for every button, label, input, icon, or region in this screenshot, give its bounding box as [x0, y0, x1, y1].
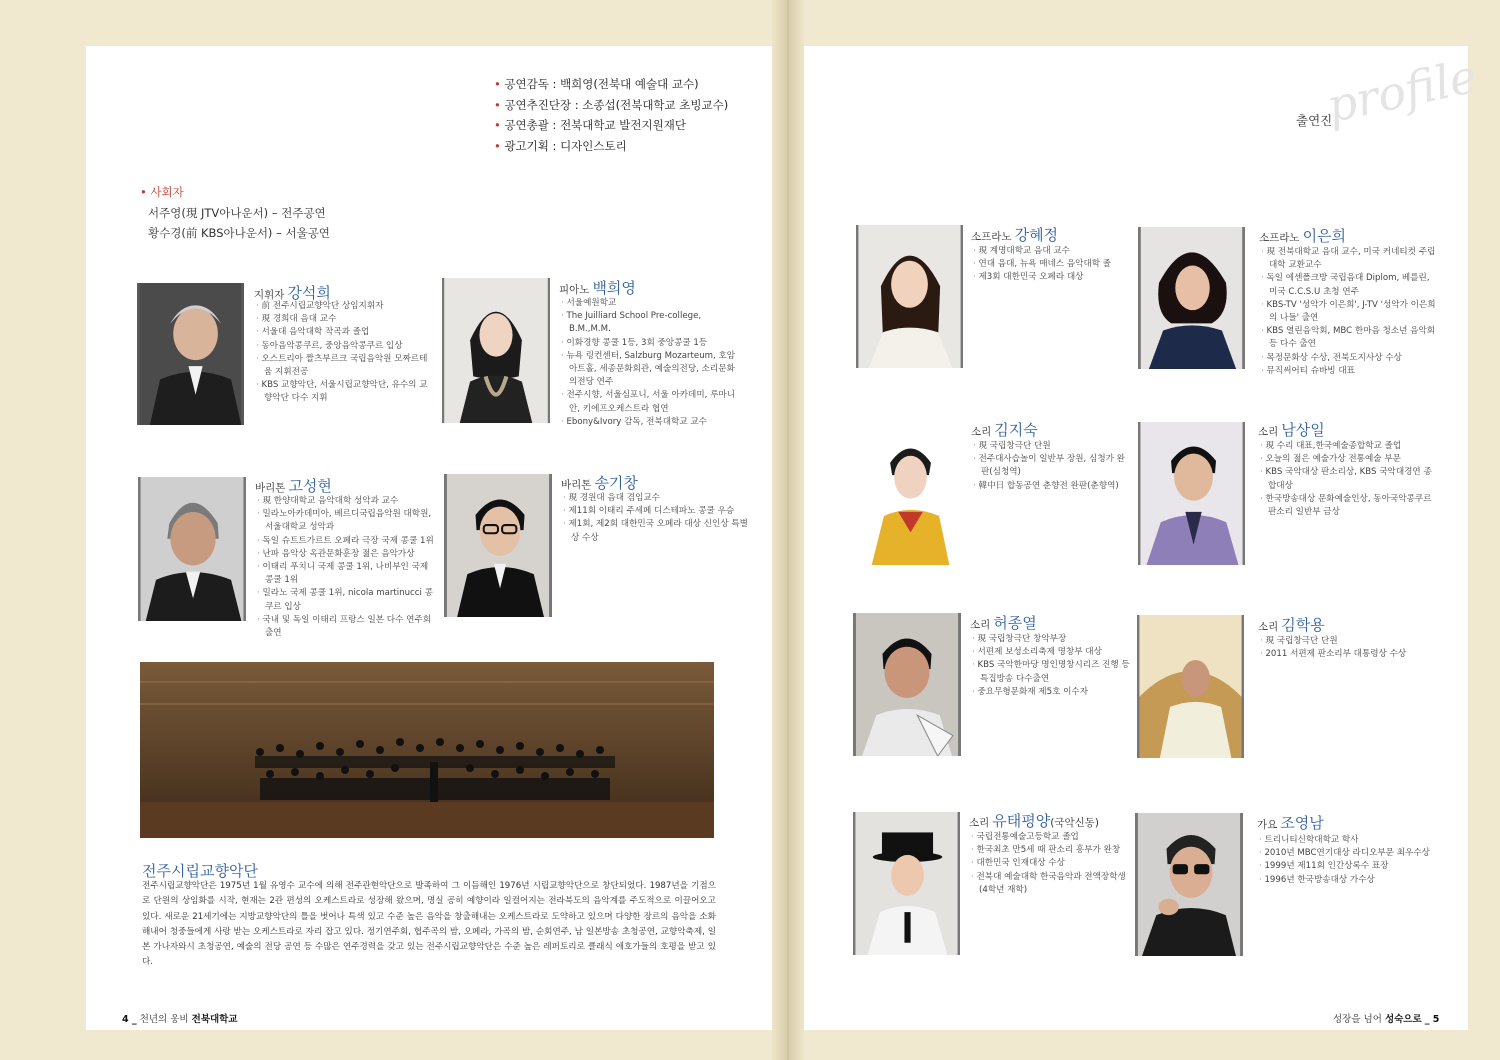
- performer-bio: · 現 수리 대표,한국예술종합학교 졸업 · 오늘의 젊은 예술가상 전통예술 부문 · KBS 국악대상 판소리상, KBS 국악대경연 종합대상 · 한국방송대상 문화예술인상, 동아국악콩쿠르 판소리 일반부 금상: [1260, 440, 1440, 519]
- performer-heading: 소리 유태평양(국악신동): [969, 812, 1100, 830]
- performer-heading: 바리톤 고성현: [255, 477, 332, 495]
- portrait-photo: [853, 812, 960, 955]
- performer-heading: 바리톤 송기창: [561, 474, 638, 492]
- performer-name: 백희영: [592, 279, 636, 297]
- performer-bio: · 現 경원대 음대 겸임교수 · 제11회 이태리 주세페 디스테파노 콩쿨 우승 · 제1회, 제2회 대한민국 오페라 대상 신인상 특별상 수상: [563, 492, 753, 545]
- performer-heading: 소리 남상일: [1258, 421, 1325, 439]
- portrait-photo: [138, 477, 246, 621]
- performer-bio: · 국립전통예술고등학교 졸업 · 한국최초 만5세 때 판소리 흥부가 완창 · 대한민국 인재대상 수상 · 전북대 예술대학 한국음악과 전액장학생 (4학년 재학): [971, 831, 1131, 897]
- performer-bio: · 現 전북대학교 음대 교수, 미국 커네티컷 주립대학 교환교수 · 독일 에센폴크방 국립음대 Diplom, 베를린, 미국 C.C.S.U 초청 연주 · KBS-TV '성악가 이은희', J-TV '성악가 이은희의 나들' 출연 · KBS 열린음악회, MBC 한마음 청소년 음악회 등 다수 출연 · 목정문화상 수상, 전북도지사상 수상 · 뮤직써어티 슈바빙 대표: [1261, 246, 1439, 378]
- portrait-photo: [1137, 615, 1244, 758]
- performer-bio: · 前 전주시립교향악단 상임지휘자 · 現 경희대 음대 교수 · 서울대 음악대학 작곡과 졸업 · 동아음악콩쿠르, 중앙음악콩쿠르 입상 · 오스트리아 짤츠부르크 국립음악원 모짜르테움 지휘전공 · KBS 교향악단, 서울시립교향악단, 유수의 교향악단 다수 지휘: [256, 300, 434, 406]
- credit-line: • 공연총괄 : 전북대학교 발전지원재단: [494, 118, 686, 132]
- performer-heading: 소프라노 강혜정: [971, 226, 1059, 244]
- performer-name: 김학용: [1281, 616, 1325, 634]
- performer-name: 김지숙: [994, 421, 1038, 439]
- portrait-photo: [855, 422, 962, 565]
- performer-bio: · 現 한양대학교 음악대학 성악과 교수 · 밀라노아카데미아, 베르디국립음악원 대학원, 서울대학교 성악과 · 독일 슈트트가르트 오페라 극장 국제 콩쿨 1위 · 난파 음악상 옥관문화훈장 젊은 음악가상 · 이태리 푸치니 국제 콩쿨 1위, 나비부인 국제 콩쿨 1위 · 밀라노 국제 콩쿨 1위, nicola martinucci 콩쿠르 입상 · 국내 및 독일 이태리 프랑스 일본 다수 연주회 출연: [257, 495, 437, 640]
- orchestra-title: 전주시립교향악단: [142, 862, 258, 880]
- performer-heading: 소프라노 이은희: [1259, 227, 1347, 245]
- performer-heading: 소리 김학용: [1258, 616, 1325, 634]
- portrait-photo: [1135, 813, 1243, 956]
- performer-bio: · 現 계명대학교 음대 교수 · 연대 음대, 뉴욕 매네스 음악대학 졸 · 제3회 대한민국 오페라 대상: [973, 245, 1133, 285]
- performer-name: 강혜정: [1014, 226, 1059, 244]
- performer-bio: · 서울예원학교 · The Juilliard School Pre-college, B.M.,M.M. · 이화경향 콩쿨 1등, 3회 중앙콩쿨 1등 · 뉴욕 링컨센터, Salzburg Mozarteum, 호암아트홀, 세종문화회관, 예술의전당, 소리문화의전당 연주 · 전주시향, 서울심포니, 서울 아카데미, 루마니안, 키에프오케스트라 협연 · Ebony&Ivory 감독, 전북대학교 교수: [561, 297, 741, 429]
- performer-heading: 소리 김지숙: [971, 421, 1038, 439]
- performer-heading: 지휘자 강석희: [254, 284, 331, 302]
- orchestra-description: 전주시립교향악단은 1975년 1월 유영수 교수에 의해 전주관현악단으로 발족하여 그 이듬해인 1976년 시립교향악단으로 창단되었다. 1987년을 기점으로 단원의 상임화를 시작, 현재는 2관 편성의 오케스트라로 성장해 왔으며, 명실 공히 예향이라 일컬어지는 전라북도의 음악계를 주도적으로 이끌어오고 있다. 새로운 21세기에는 지방교향악단의 틀을 벗어나 특색 있고 수준 높은 음악을 창출해내는 오케스트라로 도약하고 있으며 다양한 장르의 음악을 소화해내어 청중들에게 사랑 받는 오케스트라로 자리 잡고 있다. 정기연주회, 협주곡의 밤, 오페라, 가곡의 밤, 순회연주, 남 일본방송 초청공연, 교향악축제, 일본 가나자와시 초청공연, 예술의 전당 공연 등 수많은 연주경력을 갖고 있는 전주시립교향악단은 수준 높은 레퍼토리로 클래식 애호가들의 호평을 받고 있다.: [142, 881, 716, 968]
- section-title: 출연진: [1296, 113, 1333, 128]
- mc-label: • 사회자: [140, 185, 184, 199]
- performer-name: 허종열: [993, 614, 1037, 632]
- performer-bio: · 現 국립창극단 단원 · 전주대사습놀이 일반부 장원, 심청가 완판(심청역) · 韓中日 합동공연 춘향전 완판(춘향역): [973, 440, 1133, 493]
- production-credits: [494, 74, 728, 156]
- portrait-photo: [442, 278, 550, 423]
- portrait-photo: [856, 225, 963, 368]
- performer-heading: 가요 조영남: [1257, 814, 1324, 832]
- portrait-photo: [1138, 227, 1245, 369]
- portrait-photo: [1138, 422, 1245, 565]
- performer-heading: 소리 허종열: [970, 614, 1037, 632]
- credit-line: • 광고기획 : 디자인스토리: [494, 138, 627, 153]
- performer-name: 조영남: [1280, 814, 1324, 832]
- credit-line: • 공연감독 : 백희영(전북대 예술대 교수): [494, 77, 699, 91]
- portrait-photo: [444, 474, 552, 617]
- mc-line: 황수경(前 KBS아나운서) – 서울공연: [148, 226, 330, 240]
- performer-name: 강석희: [287, 284, 331, 302]
- mc-line: 서주영(現 JTV아나운서) – 전주공연: [148, 206, 326, 220]
- footer-left: 4 _ 천년의 웅비 전북대학교: [122, 1014, 238, 1025]
- performer-name: 남상일: [1281, 421, 1325, 439]
- performer-name: 고성현: [288, 477, 332, 495]
- performer-name: 이은희: [1302, 227, 1347, 245]
- performer-bio: · 現 국립창극단 단원 · 2011 서편제 판소리부 대통령상 수상: [1260, 635, 1440, 661]
- performer-name: 송기창: [594, 474, 638, 492]
- performer-name: 유태평양: [992, 812, 1051, 830]
- performer-heading: 피아노 백희영: [559, 279, 636, 297]
- orchestra-photo: [140, 662, 714, 838]
- book-gutter: [772, 0, 804, 1060]
- performer-bio: · 트리니티신학대학교 학사 · 2010년 MBC연기대상 라디오부문 최우수상 · 1999년 제11회 인간상록수 표장 · 1996년 한국방송대상 가수상: [1259, 834, 1449, 887]
- credit-line: • 공연추진단장 : 소종섭(전북대학교 초빙교수): [494, 97, 729, 112]
- portrait-photo: [853, 613, 961, 756]
- footer-right: 성장을 넘어 성숙으로 _ 5: [1333, 1014, 1440, 1025]
- performer-bio: · 現 국립창극단 창악부장 · 서편제 보성소리축제 명창부 대상 · KBS 국악한마당 명인명창시리즈 진행 등 특집방송 다수출연 · 중요무형문화재 제5호 이수자: [972, 633, 1132, 699]
- profile-watermark: profile: [1322, 48, 1482, 134]
- portrait-photo: [137, 283, 244, 425]
